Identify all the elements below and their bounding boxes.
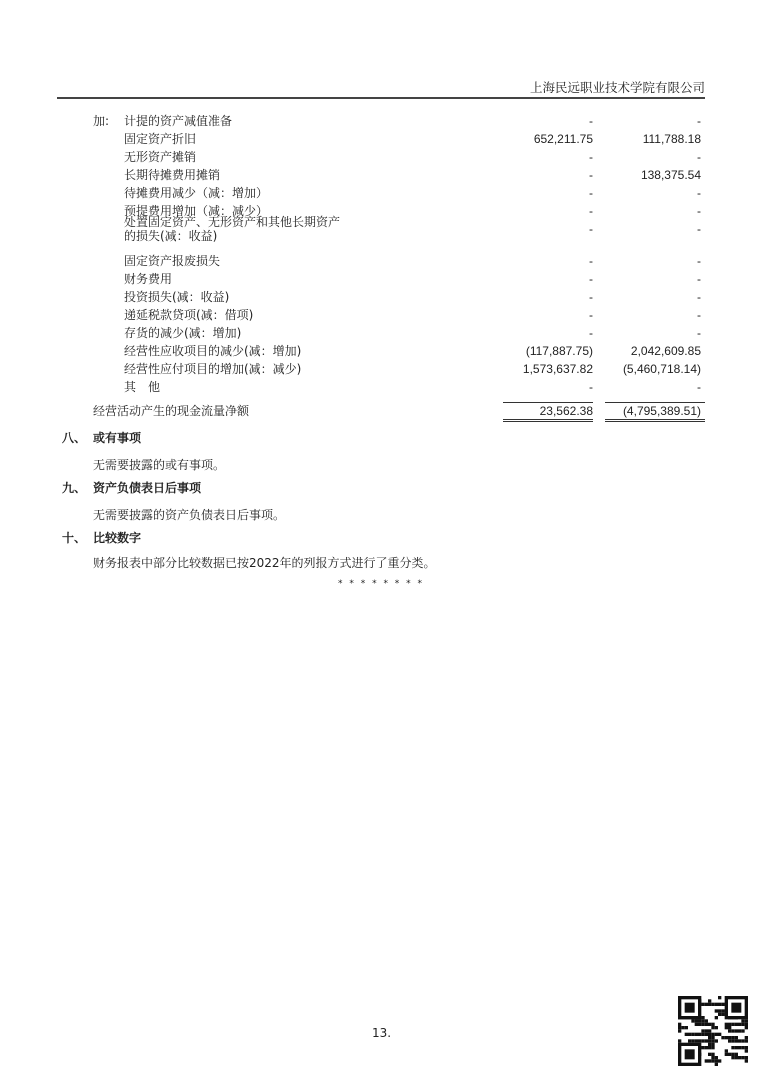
value-current: - (589, 150, 593, 164)
qr-code-icon (678, 995, 748, 1067)
prefix-add: 加: (93, 114, 110, 128)
value-prior: - (697, 204, 701, 218)
row-label: 递延税款贷项(减：借项) (124, 308, 254, 322)
row-label: 处置固定资产、无形资产和其他长期资产 (124, 215, 341, 229)
value-current: 652,211.75 (533, 132, 593, 146)
row-label: 预提费用增加（减：减少） (124, 204, 269, 218)
value-prior: - (697, 326, 701, 340)
row-label-line2: 的损失(减：收益) (124, 229, 218, 243)
section-title: 资产负债表日后事项 (93, 481, 202, 495)
value-prior: - (697, 150, 701, 164)
section-title: 或有事项 (93, 431, 142, 445)
value-current: - (589, 308, 593, 322)
value-current: - (589, 254, 593, 268)
value-current: - (589, 222, 593, 236)
value-prior: (5,460,718.14) (622, 362, 701, 376)
page-number: 13. (372, 1026, 392, 1040)
total-value-prior: (4,795,389.51) (622, 404, 701, 418)
value-current: - (589, 186, 593, 200)
section-number: 九、 (62, 481, 87, 495)
total-double-rule-1 (503, 419, 593, 422)
value-prior: - (697, 186, 701, 200)
value-prior: 2,042,609.85 (630, 344, 701, 358)
value-current: (117,887.75) (525, 344, 593, 358)
total-label: 经营活动产生的现金流量净额 (93, 404, 250, 418)
total-top-rule-2 (605, 402, 705, 403)
value-prior: - (697, 308, 701, 322)
value-current: - (589, 326, 593, 340)
total-value-current: 23,562.38 (539, 404, 593, 418)
section-number: 八、 (62, 431, 87, 445)
header-rule (57, 97, 705, 99)
row-label: 投资损失(减：收益) (124, 290, 230, 304)
value-current: - (589, 204, 593, 218)
row-label: 存货的减少(减：增加) (124, 326, 242, 340)
total-top-rule-1 (503, 402, 593, 403)
row-label: 固定资产报废损失 (124, 254, 221, 268)
row-label: 无形资产摊销 (124, 150, 197, 164)
value-current: 1,573,637.82 (522, 362, 593, 376)
row-label: 固定资产折旧 (124, 132, 197, 146)
value-prior: - (697, 380, 701, 394)
total-double-rule-2 (605, 419, 705, 422)
value-current: - (589, 290, 593, 304)
value-current: - (589, 380, 593, 394)
value-prior: - (697, 290, 701, 304)
row-label: 经营性应收项目的减少(减：增加) (124, 344, 302, 358)
section-title: 比较数字 (93, 531, 142, 545)
value-current: - (589, 272, 593, 286)
value-prior: 138,375.54 (640, 168, 701, 182)
section-body: 无需要披露的或有事项。 (93, 458, 226, 472)
value-prior: - (697, 254, 701, 268)
value-prior: 111,788.18 (642, 132, 701, 146)
value-prior: - (697, 222, 701, 236)
row-label: 财务费用 (124, 272, 173, 286)
company-name: 上海民远职业技术学院有限公司 (529, 80, 705, 95)
row-label: 其 他 (124, 380, 161, 394)
section-number: 十、 (62, 531, 87, 545)
end-mark: * * * * * * * * (338, 579, 425, 589)
row-label: 计提的资产减值准备 (124, 114, 233, 128)
value-prior: - (697, 114, 701, 128)
row-label: 待摊费用减少（减：增加） (124, 186, 269, 200)
row-label: 经营性应付项目的增加(减：减少) (124, 362, 302, 376)
value-current: - (589, 114, 593, 128)
value-current: - (589, 168, 593, 182)
section-body: 财务报表中部分比较数据已按2022年的列报方式进行了重分类。 (93, 556, 436, 570)
value-prior: - (697, 272, 701, 286)
section-body: 无需要披露的资产负债表日后事项。 (93, 508, 286, 522)
row-label: 长期待摊费用摊销 (124, 168, 221, 182)
